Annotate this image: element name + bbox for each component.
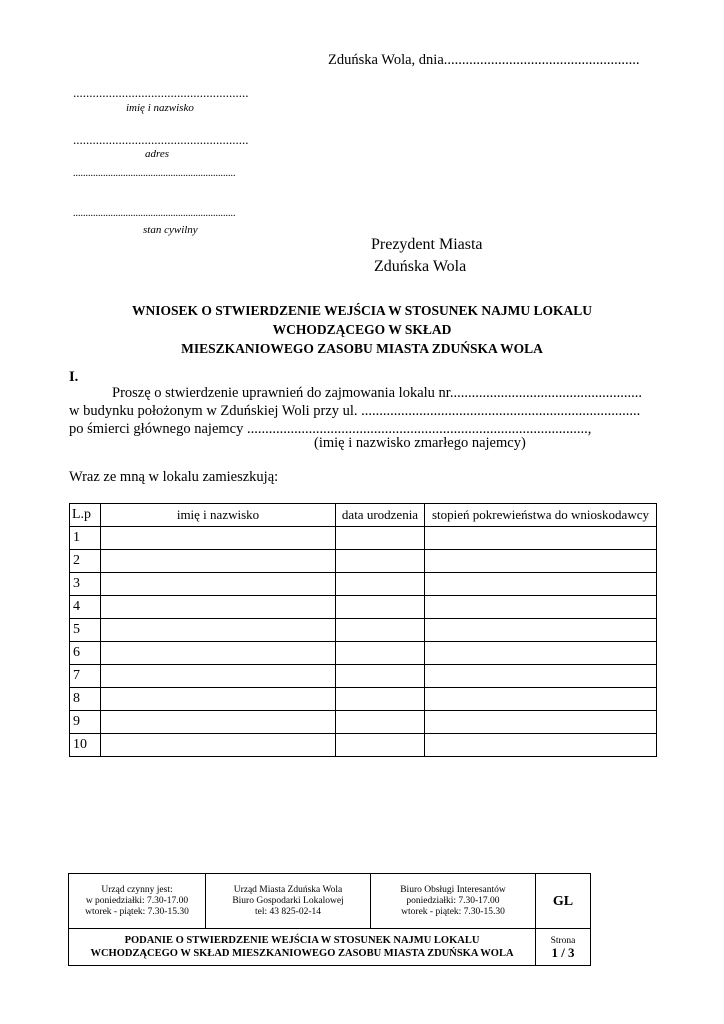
row-number: 8: [70, 688, 101, 711]
service-monday: poniedziałki: 7.30-17.00: [406, 895, 500, 906]
header-lp: L.p: [70, 504, 101, 527]
form-title-cell: [69, 929, 536, 966]
table-row: [70, 619, 657, 642]
birthdate-cell[interactable]: [336, 665, 425, 688]
section-line-tenant[interactable]: po śmierci głównego najemcy ..............................................................................................,: [69, 421, 592, 437]
name-cell[interactable]: [101, 711, 336, 734]
birthdate-cell[interactable]: [336, 642, 425, 665]
name-cell[interactable]: [101, 734, 336, 757]
table-row: [70, 550, 657, 573]
name-cell[interactable]: [101, 688, 336, 711]
office-hours-weekdays: wtorek - piątek: 7.30-15.30: [85, 906, 189, 917]
name-cell[interactable]: [101, 619, 336, 642]
row-number: 7: [70, 665, 101, 688]
marital-status-label: stan cywilny: [143, 224, 198, 236]
table-row: [70, 711, 657, 734]
table-row: [70, 573, 657, 596]
page-label: Strona: [550, 936, 576, 946]
relationship-cell[interactable]: [425, 642, 657, 665]
office-hours-title: Urząd czynny jest:: [101, 884, 173, 895]
marital-status-field-dots[interactable]: .................................................................: [73, 208, 236, 219]
birthdate-cell[interactable]: [336, 619, 425, 642]
birthdate-cell[interactable]: [336, 550, 425, 573]
birthdate-cell[interactable]: [336, 527, 425, 550]
address-field-dots[interactable]: ......................................................: [73, 132, 249, 147]
row-number: 2: [70, 550, 101, 573]
address-label: adres: [145, 148, 170, 160]
relationship-cell[interactable]: [425, 573, 657, 596]
deceased-tenant-label: (imię i nazwisko zmarłego najemcy): [314, 435, 526, 451]
section-line-premises[interactable]: Proszę o stwierdzenie uprawnień do zajmowania lokalu nr.....................................................: [112, 385, 642, 401]
table-row: [70, 596, 657, 619]
birthdate-cell[interactable]: [336, 596, 425, 619]
relationship-cell[interactable]: [425, 527, 657, 550]
form-code: GL: [536, 874, 591, 929]
form-title-line1: PODANIE O STWIERDZENIE WEJŚCIA W STOSUNEK NAJMU LOKALU: [124, 935, 480, 946]
addressee-line1: Prezydent Miasta: [371, 236, 483, 253]
row-number: 10: [70, 734, 101, 757]
row-number: 6: [70, 642, 101, 665]
office-hours-monday: w poniedziałki: 7.30-17.00: [85, 895, 189, 906]
service-name: Biuro Obsługi Interesantów: [400, 884, 506, 895]
title-line2: WCHODZĄCEGO W SKŁAD: [272, 322, 452, 337]
form-title-line2: WCHODZĄCEGO W SKŁAD MIESZKANIOWEGO ZASOBU MIASTA ZDUŃSKA WOLA: [90, 948, 514, 959]
service-weekdays: wtorek - piątek: 7.30-15.30: [401, 906, 505, 917]
name-cell[interactable]: [101, 550, 336, 573]
office-cell: [206, 874, 371, 929]
cohabitants-table: [69, 503, 657, 757]
page-value: 1 / 3: [551, 945, 575, 960]
addressee-line2: Zduńska Wola: [374, 258, 467, 275]
name-cell[interactable]: [101, 642, 336, 665]
row-number: 3: [70, 573, 101, 596]
relationship-cell[interactable]: [425, 688, 657, 711]
name-label: imię i nazwisko: [126, 102, 194, 114]
birthdate-cell[interactable]: [336, 711, 425, 734]
footer-box: [68, 873, 591, 966]
relationship-cell[interactable]: [425, 619, 657, 642]
name-cell[interactable]: [101, 665, 336, 688]
relationship-cell[interactable]: [425, 711, 657, 734]
page-number-cell: [536, 929, 591, 966]
table-row: [70, 734, 657, 757]
office-department: Biuro Gospodarki Lokalowej: [232, 895, 344, 906]
row-number: 9: [70, 711, 101, 734]
place-date-line[interactable]: Zduńska Wola, dnia......................................................: [328, 52, 640, 68]
row-number: 4: [70, 596, 101, 619]
section-line-street[interactable]: w budynku położonym w Zduńskiej Woli przy ul. .............................................................................: [69, 403, 641, 419]
table-row: [70, 665, 657, 688]
relationship-cell[interactable]: [425, 734, 657, 757]
title-line3: MIESZKANIOWEGO ZASOBU MIASTA ZDUŃSKA WOLA: [181, 341, 543, 356]
birthdate-cell[interactable]: [336, 688, 425, 711]
name-cell[interactable]: [101, 573, 336, 596]
title-line1: WNIOSEK O STWIERDZENIE WEJŚCIA W STOSUNEK NAJMU LOKALU: [132, 303, 592, 318]
birthdate-cell[interactable]: [336, 734, 425, 757]
section-number: I.: [69, 369, 79, 385]
address-field-dots-2[interactable]: .................................................................: [73, 168, 236, 179]
name-cell[interactable]: [101, 527, 336, 550]
table-row: [70, 642, 657, 665]
office-hours-cell: [69, 874, 206, 929]
office-phone: tel: 43 825-02-14: [255, 906, 321, 917]
cohabitants-label: Wraz ze mną w lokalu zamieszkują:: [69, 469, 279, 485]
service-cell: [371, 874, 536, 929]
header-name: imię i nazwisko: [101, 504, 336, 527]
document-title: [0, 301, 724, 358]
relationship-cell[interactable]: [425, 665, 657, 688]
name-cell[interactable]: [101, 596, 336, 619]
row-number: 5: [70, 619, 101, 642]
relationship-cell[interactable]: [425, 550, 657, 573]
table-row: [70, 527, 657, 550]
table-header-row: [70, 504, 657, 527]
table-row: [70, 688, 657, 711]
header-relationship: stopień pokrewieństwa do wnioskodawcy: [425, 504, 657, 527]
office-name: Urząd Miasta Zduńska Wola: [233, 884, 343, 895]
header-birthdate: data urodzenia: [336, 504, 425, 527]
birthdate-cell[interactable]: [336, 573, 425, 596]
name-field-dots[interactable]: ......................................................: [73, 85, 249, 100]
row-number: 1: [70, 527, 101, 550]
relationship-cell[interactable]: [425, 596, 657, 619]
